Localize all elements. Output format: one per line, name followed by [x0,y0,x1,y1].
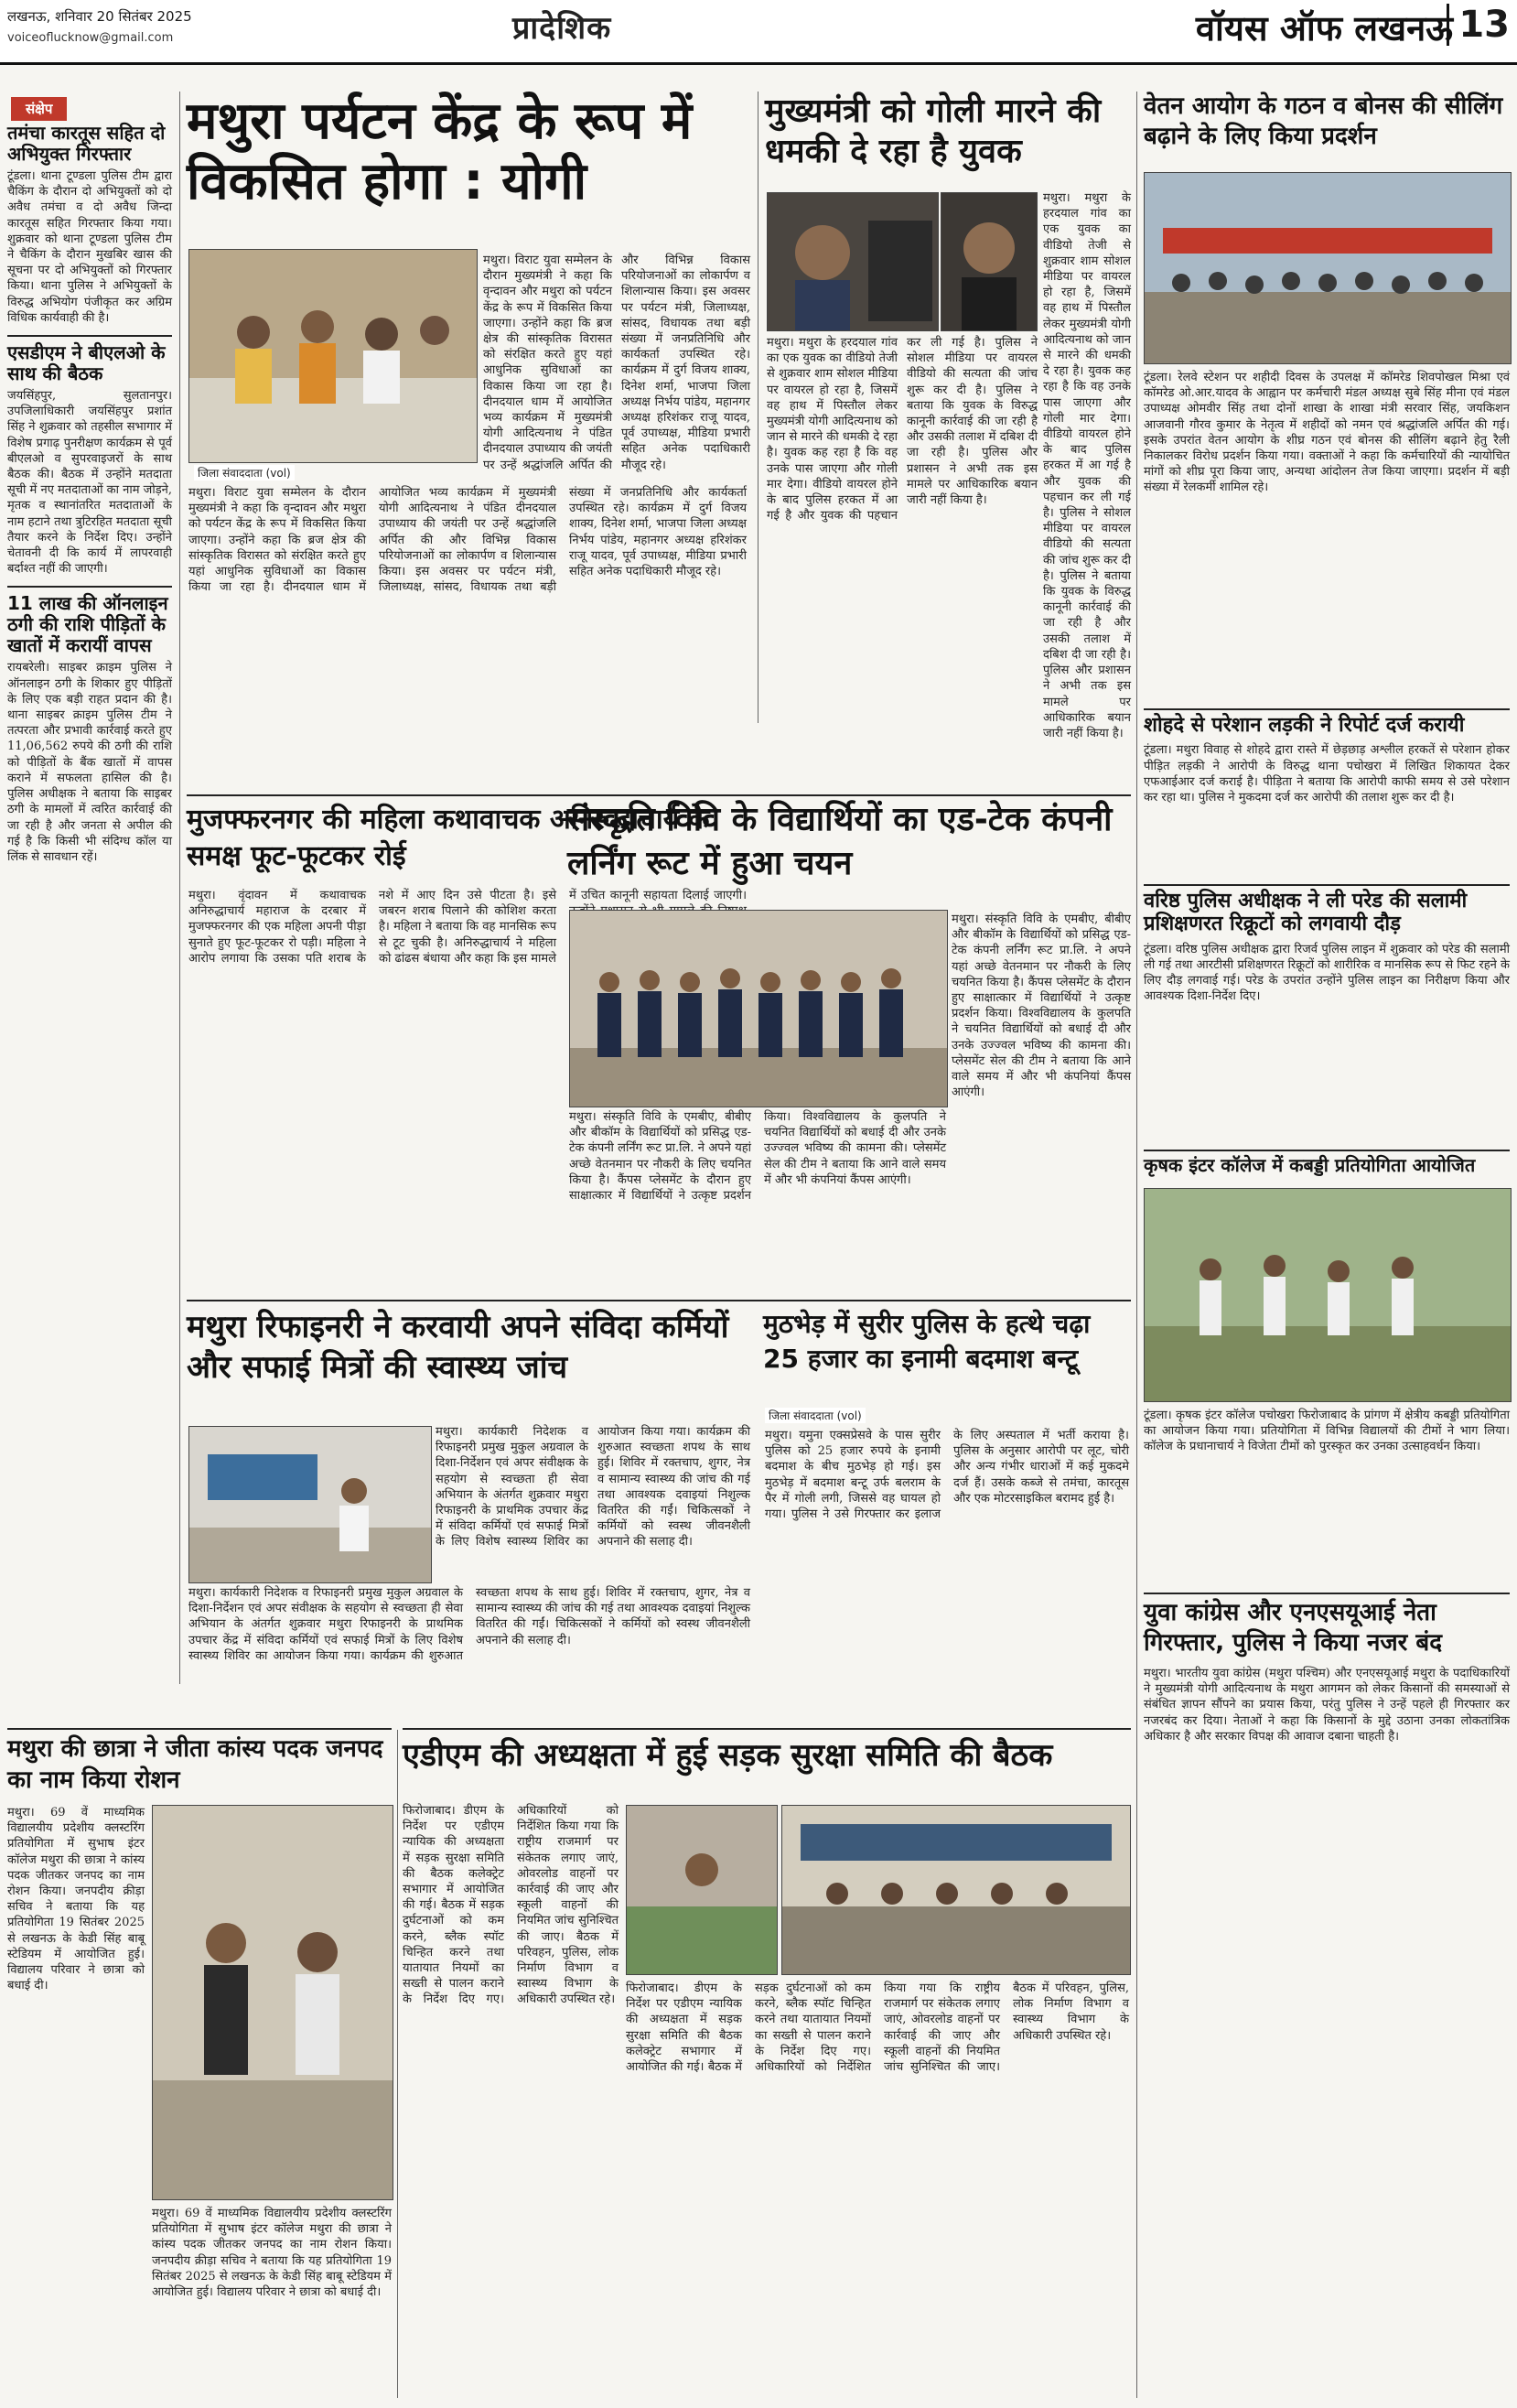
masthead-date: लखनऊ, शनिवार 20 सितंबर 2025 [7,8,192,25]
sports-photo-icon [1145,1189,1511,1401]
parade-headline: वरिष्ठ पुलिस अधीक्षक ने ली परेड की सलामी प्रशिक्षणरत रिक्रूटों को लगवायी दौड़ [1144,890,1468,936]
widow-headline: मुजफ्फरनगर की महिला कथावाचक अनिरुद्धाचार्य के समक्ष फूट-फूटकर रोई [187,804,710,872]
adm-headline: एडीएम की अध्यक्षता में हुई सड़क सुरक्षा समिति की बैठक [403,1737,1053,1774]
threat-photo-2 [941,192,1038,331]
lead-photo-caption: जिला संवाददाता (vol) [194,465,295,481]
section-title: प्रादेशिक [512,10,612,47]
encounter-story [763,1307,1129,1417]
kabaddi-body: टूंडला। कृषक इंटर कॉलेज पचोखरा फिरोजाबाद के प्रांगण में क्षेत्रीय कबड्डी प्रतियोगिता का आयोजन किया गया। प्रतियोगिता में विभिन्न विद्यालयों की टीमों ने भाग लिया। कॉलेज के प्रधानाचार्य ने विजेता टीमों को पुरस्कृत कर उनका उत्साहवर्धन किया। [1144,1409,1510,1454]
harass-headline: शोहदे से परेशान लड़की ने रिपोर्ट दर्ज करायी [1144,714,1465,737]
refinery-headline: मथुरा रिफाइनरी ने करवायी अपने संविदा कर्मियों और सफाई मित्रों की स्वास्थ्य जांच [187,1309,729,1386]
brief-2-headline: एसडीएम ने बीएलओ के साथ की बैठक [7,335,172,384]
placement-body-right: मथुरा। संस्कृति विवि के एमबीए, बीबीए और बीकॉम के विद्यार्थियों को प्रसिद्ध एड-टेक कंपनी लर्निंग रूट प्रा.लि. ने अपने यहां अच्छे वेतनमान पर नौकरी के लिए चयनित किया है। कैंपस प्लेसमेंट के दौरान हुए साक्षात्कार में विद्यार्थियों ने उत्कृष्ट प्रदर्शन किया। विश्वविद्यालय के कुलपति ने चयनित विद्यार्थियों को बधाई दी और उनके उज्ज्वल भविष्य की कामना की। प्लेसमेंट सेल की टीम ने बताया कि आने वाले समय में और भी कंपनियां कैंपस आएंगी। [952,912,1131,1100]
congress-headline: युवा कांग्रेस और एनएसयूआई नेता गिरफ्तार, पुलिस ने किया नजर बंद [1144,1599,1443,1657]
lead-story [187,92,754,247]
meeting-photo-icon [627,1806,777,1974]
brief-1-body: टूंडला। थाना टूण्डला पुलिस टीम द्वारा चैकिंग के दौरान दो अभियुक्तों को दो अवैध तमंचा व दो अवैध जिन्दा कारतूस सहित गिरफ्तार किया गया। शुक्रवार को थाना टूण्डला पुलिस टीम ने चैकिंग के दौरान मुखबिर खास की सूचना पर दो अभियुक्तों को गिरफ्तार किया। थाना पुलिस ने अभियुक्तों के विरुद्ध अभियोग पंजीकृत कर अग्रिम विधिक कार्यवाही की है। [7,169,172,325]
refinery-photo [188,1426,432,1583]
protest-headline: वेतन आयोग के गठन व बोनस की सीलिंग बढ़ाने के लिए किया प्रदर्शन [1144,92,1503,150]
threat-body-left: मथुरा। मथुरा के हरदयाल गांव का एक युवक का वीडियो तेजी से शुक्रवार शाम सोशल मीडिया पर वायरल हो रहा है, जिसमें वह हाथ में पिस्तौल लेकर मुख्यमंत्री योगी आदित्यनाथ को जान से मारने की धमकी दे रहा है। युवक कह रहा है कि वह उनके पास जाएगा और गोली मार देगा। वीडियो वायरल होने के बाद पुलिस हरकत में आ गई है और युवक की पहचान कर ली गई है। पुलिस ने सोशल मीडिया पर वायरल वीडियो की सत्यता की जांच शुरू कर दी है। पुलिस ने बताया कि युवक के विरुद्ध कानूनी कार्रवाई की जा रही है और उसकी तलाश में दबिश दी जा रही है। पुलिस और प्रशासन ने अभी तक इस मामले पर आधिकारिक बयान जारी नहीं किया है। [767,336,1038,524]
refinery-body-right: मथुरा। कार्यकारी निदेशक व रिफाइनरी प्रमुख मुकुल अग्रवाल के दिशा-निर्देशन एवं अपर संवीक्षक के सहयोग से स्वच्छता ही सेवा अभियान के अंतर्गत शुक्रवार मथुरा रिफाइनरी के प्राथमिक उपचार केंद्र में संविदा कर्मियों एवं सफाई मित्रों के लिए विशेष स्वास्थ्य शिविर का आयोजन किया गया। कार्यक्रम की शुरुआत स्वच्छता शपथ के साथ हुई। शिविर में रक्तचाप, शुगर, नेत्र व सामान्य स्वास्थ्य की जांच की गई तथा आवश्यक दवाइयां निशुल्क वितरित की गईं। चिकित्सकों ने कर्मियों को स्वस्थ जीवनशैली अपनाने की सलाह दी। [436,1425,750,1550]
congress-body: मथुरा। भारतीय युवा कांग्रेस (मथुरा पश्चिम) और एनएसयूआई मथुरा के पदाधिकारियों ने मुख्यमंत्री योगी आदित्यनाथ के मथुरा आगमन को लेकर किसानों की समस्याओं से संबंधित ज्ञापन सौंपने का प्रयास किया, परंतु पुलिस ने उन्हें पहले ही गिरफ्तार कर नजरबंद कर दिया। नेताओं ने कहा कि किसानों के मुद्दे उठाना उनका लोकतांत्रिक अधिकार है और सरकार विपक्ष की आवाज दबाना चाहती है। [1144,1667,1510,1744]
lead-photo [188,249,478,463]
brief-2-body: जयसिंहपुर, सुलतानपुर। उपजिलाधिकारी जयसिंहपुर प्रशांत सिंह ने शुक्रवार को तहसील सभागार में विशेष प्रगाढ़ पुनरीक्षण कार्यक्रम से पूर्व बीएलओ व सुपरवाइजरों के साथ बैठक की। बैठक में उन्होंने मतदाता सूची में नए मतदाताओं का नाम जोड़ने, मृतक व स्थानांतरित मतदाताओं के नाम हटाने तथा त्रुटिरहित मतदाता सूची तैयार करने के निर्देश दिए। उन्होंने चेतावनी दी कि कार्य में लापरवाही बर्दाश्त नहीं की जाएगी। [7,389,172,577]
student-headline: मथुरा की छात्रा ने जीता कांस्य पदक जनपद का नाम किया रोशन [7,1735,383,1794]
crowd-photo-icon [189,250,477,462]
lead-body-right: मथुरा। विराट युवा सम्मेलन के दौरान मुख्यमंत्री ने कहा कि वृन्दावन और मथुरा को पर्यटन केंद्र के रूप में विकसित किया जाएगा। उन्होंने कहा कि ब्रज क्षेत्र की सांस्कृतिक विरासत को संरक्षित करते हुए यहां आधुनिक सुविधाओं का विकास किया जा रहा है। दीनदयाल धाम में आयोजित भव्य कार्यक्रम में मुख्यमंत्री योगी आदित्यनाथ ने पंडित दीनदयाल उपाध्याय की जयंती पर उन्हें श्रद्धांजलि अर्पित की और विभिन्न विकास परियोजनाओं का लोकार्पण व शिलान्यास किया। इस अवसर पर पर्यटन मंत्री, जिलाध्यक्ष, सांसद, विधायक तथा बड़ी संख्या में जनप्रतिनिधि और कार्यकर्ता उपस्थित रहे। कार्यक्रम में दुर्ग विजय शाक्य, दिनेश शर्मा, भाजपा जिला अध्यक्ष निर्भय पांडेय, महानगर अध्यक्ष हरिशंकर राजू यादव, पूर्व उपाध्यक्ष, मीडिया प्रभारी सहित अनेक पदाधिकारी मौजूद रहे। [483,254,750,472]
adm-body-left: फिरोजाबाद। डीएम के निर्देश पर एडीएम न्यायिक की अध्यक्षता में सड़क सुरक्षा समिति की बैठक कलेक्ट्रेट सभागार में आयोजित की गई। बैठक में सड़क दुर्घटनाओं को कम करने, ब्लैक स्पॉट चिन्हित करने तथा यातायात नियमों का सख्ती से पालन कराने के निर्देश दिए गए। अधिकारियों को निर्देशित किया गया कि राष्ट्रीय राजमार्ग पर संकेतक लगाए जाएं, ओवरलोड वाहनों पर कार्रवाई की जाए और स्कूली वाहनों की नियमित जांच सुनिश्चित की जाए। बैठक में परिवहन, पुलिस, लोक निर्माण विभाग व स्वास्थ्य विभाग के अधिकारी उपस्थित रहे। [403,1804,619,2007]
student-photo [152,1805,393,2200]
brief-column [7,123,172,1496]
lead-headline: मथुरा पर्यटन केंद्र के रूप में विकसित होगा : योगी [187,92,693,211]
student-body-right: मथुरा। 69 वें माध्यमिक विद्यालयीय प्रदेशीय क्लस्टरिंग प्रतियोगिता में सुभाष इंटर कॉलेज मथुरा की छात्रा ने कांस्य पदक जीतकर जनपद का नाम रोशन किया। जनपदीय क्रीड़ा सचिव ने बताया कि यह प्रतियोगिता 19 सितंबर 2025 से लखनऊ के केडी सिंह बाबू स्टेडियम में आयोजित हुई। विद्यालय परिवार ने छात्रा को बधाई दी। [152,2207,392,2300]
brief-label: संक्षेप [11,97,67,121]
adm-story [403,1735,1131,1809]
protest-body: टूंडला। रेलवे स्टेशन पर शहीदी दिवस के उपलक्ष में कॉमरेड शिवपोखल मिश्रा एवं कॉमरेड ओ.आर.यादव के आह्वान पर कर्मचारी मंडल अध्यक्ष सुबे सिंह मीना एवं मंडल उपाध्यक्ष ओमवीर सिंह तथा दोनों शाखा के शाखा मंत्री सरवार सिंह, जयकिशन आजवानी गौरव कुमार के नेतृत्व में शहीदों को नमन एवं श्रद्धांजलि अर्पित की गई। इसके उपरांत वेतन आयोग के शीघ्र गठन एवं बोनस की सीलिंग बढ़ाने हेतु रैली निकालकर विरोध प्रदर्शन किया गया। वक्ताओं ने कहा कि कर्मचारियों की न्यायोचित मांगों को शीघ्र पूरा किया जाए, अन्यथा आंदोलन तेज किया जाएगा। प्रदर्शन में बड़ी संख्या में रेलकर्मी शामिल रहे। [1144,371,1510,495]
student-story [7,1733,392,1807]
congress-story [1144,1598,1510,2394]
harass-story [1144,714,1510,879]
suspect-face-icon [941,193,1037,330]
kabaddi-story [1144,1155,1510,1192]
suspect-photo-icon [768,193,938,330]
brief-1-headline: तमंचा कारतूस सहित दो अभियुक्त गिरफ्तार [7,122,166,165]
threat-photo [767,192,939,331]
adm-body: फिरोजाबाद। डीएम के निर्देश पर एडीएम न्यायिक की अध्यक्षता में सड़क सुरक्षा समिति की बैठक कलेक्ट्रेट सभागार में आयोजित की गई। बैठक में सड़क दुर्घटनाओं को कम करने, ब्लैक स्पॉट चिन्हित करने तथा यातायात नियमों का सख्ती से पालन कराने के निर्देश दिए गए। अधिकारियों को निर्देशित किया गया कि राष्ट्रीय राजमार्ग पर संकेतक लगाए जाएं, ओवरलोड वाहनों पर कार्रवाई की जाए और स्कूली वाहनों की नियमित जांच सुनिश्चित की जाए। बैठक में परिवहन, पुलिस, लोक निर्माण विभाग व स्वास्थ्य विभाग के अधिकारी उपस्थित रहे। [626,1981,1129,2075]
protest-photo [1144,172,1512,364]
masthead-website: voiceoflucknow@gmail.com [7,31,174,45]
threat-body-right: मथुरा। मथुरा के हरदयाल गांव का एक युवक का वीडियो तेजी से शुक्रवार शाम सोशल मीडिया पर वायरल हो रहा है, जिसमें वह हाथ में पिस्तौल लेकर मुख्यमंत्री योगी आदित्यनाथ को जान से मारने की धमकी दे रहा है। युवक कह रहा है कि वह उनके पास जाएगा और गोली मार देगा। वीडियो वायरल होने के बाद पुलिस हरकत में आ गई है और युवक की पहचान कर ली गई है। पुलिस ने सोशल मीडिया पर वायरल वीडियो की सत्यता की जांच शुरू कर दी है। पुलिस ने बताया कि युवक के विरुद्ध कानूनी कार्रवाई की जा रही है और उसकी तलाश में दबिश दी जा रही है। पुलिस और प्रशासन ने अभी तक इस मामले पर आधिकारिक बयान जारी नहीं किया है। [1043,191,1131,740]
placement-story [567,798,1131,908]
kabaddi-headline: कृषक इंटर कॉलेज में कबड्डी प्रतियोगिता आयोजित [1144,1154,1476,1176]
encounter-body: मथुरा। यमुना एक्सप्रेसवे के पास सुरीर पुलिस को 25 हजार रुपये के इनामी बदमाश के बीच मुठभेड़ हो गई। इस मुठभेड़ में बदमाश बन्टू उर्फ बलराम के पैर में गोली लगी, जिससे वह घायल हो गया। पुलिस ने उसे गिरफ्तार कर इलाज के लिए अस्पताल में भर्ती कराया है। पुलिस के अनुसार आरोपी पर लूट, चोरी और अन्य गंभीर धाराओं में कई मुकदमे दर्ज हैं। उसके कब्जे से तमंचा, कारतूस और एक मोटरसाइकिल बरामद हुई है। [765,1429,1129,1522]
refinery-body: मथुरा। कार्यकारी निदेशक व रिफाइनरी प्रमुख मुकुल अग्रवाल के दिशा-निर्देशन एवं अपर संवीक्षक के सहयोग से स्वच्छता ही सेवा अभियान के अंतर्गत शुक्रवार मथुरा रिफाइनरी के प्राथमिक उपचार केंद्र में संविदा कर्मियों एवं सफाई मित्रों के लिए विशेष स्वास्थ्य शिविर का आयोजन किया गया। कार्यक्रम की शुरुआत स्वच्छता शपथ के साथ हुई। शिविर में रक्तचाप, शुगर, नेत्र व सामान्य स्वास्थ्य की जांच की गई तथा आवश्यक दवाइयां निशुल्क वितरित की गईं। चिकित्सकों ने कर्मियों को स्वस्थ जीवनशैली अपनाने की सलाह दी। [188,1586,750,1663]
kabaddi-photo [1144,1188,1512,1402]
widow-body: मथुरा। वृंदावन में कथावाचक अनिरुद्धाचार्य महाराज के दरबार में मुजफ्फरनगर की एक महिला अपनी पीड़ा सुनाते हुए फूट-फूटकर रो पड़ी। महिला ने आरोप लगाया कि उसका पति शराब के नशे में आए दिन उसे पीटता है। इसे जबरन शराब पिलाने की कोशिश करता है। महिला ने बताया कि वह मानसिक रूप से टूट चुकी है। अनिरुद्धाचार्य ने महिला को ढांढस बंधाया और कहा कि इस मामले में उचित कानूनी सहायता दिलाई जाएगी। [188,889,747,966]
brief-3-body: रायबरेली। साइबर क्राइम पुलिस ने ऑनलाइन ठगी के शिकार हुए पीड़ितों के लिए एक बड़ी राहत प्रदान की है। थाना साइबर क्राइम पुलिस टीम ने तत्परता और प्रभावी कार्रवाई करते हुए 11,06,562 रुपये की ठगी की राशि को पीड़ितों के बैंक खातों में वापस कराने में सफलता हासिल की है। पुलिस अधीक्षक ने बताया कि साइबर ठगी के मामलों में त्वरित कार्रवाई की जा रही है और जनता से अपील की गई है कि किसी भी संदिग्ध कॉल या लिंक से सावधान रहें। [7,661,172,864]
adm-photo-1 [626,1805,778,1975]
placement-body: मथुरा। संस्कृति विवि के एमबीए, बीबीए और बीकॉम के विद्यार्थियों को प्रसिद्ध एड-टेक कंपनी लर्निंग रूट प्रा.लि. ने अपने यहां अच्छे वेतनमान पर नौकरी के लिए चयनित किया है। कैंपस प्लेसमेंट के दौरान हुए साक्षात्कार में विद्यार्थियों ने उत्कृष्ट प्रदर्शन किया। विश्वविद्यालय के कुलपति ने चयनित विद्यार्थियों को बधाई दी और उनके उज्ज्वल भविष्य की कामना की। प्लेसमेंट सेल की टीम ने बताया कि आने वाले समय में और भी कंपनियां कैंपस आएंगी। [569,1110,946,1204]
placement-headline: संस्कृति विवि के विद्यार्थियों का एड-टेक कंपनी लर्निंग रूट में हुआ चयन [567,801,1113,882]
medal-ceremony-photo-icon [153,1806,393,2199]
student-body-left: मथुरा। 69 वें माध्यमिक विद्यालयीय प्रदेशीय क्लस्टरिंग प्रतियोगिता में सुभाष इंटर कॉलेज मथुरा की छात्रा ने कांस्य पदक जीतकर जनपद का नाम रोशन किया। जनपदीय क्रीड़ा सचिव ने बताया कि यह प्रतियोगिता 19 सितंबर 2025 से लखनऊ के केडी सिंह बाबू स्टेडियम में आयोजित हुई। विद्यालय परिवार ने छात्रा को बधाई दी। [7,1806,145,1993]
parade-body: टूंडला। वरिष्ठ पुलिस अधीक्षक द्वारा रिजर्व पुलिस लाइन में शुक्रवार को परेड की सलामी ली गई तथा आरटीसी प्रशिक्षणरत रिक्रूटों को शारीरिक व मानसिक रूप से फिट रहने के लिए दौड़ लगवाई गई। परेड के उपरांत उन्होंने पुलिस लाइन का निरीक्षण किया और आवश्यक दिशा-निर्देश दिए। [1144,942,1510,1004]
rally-photo-icon [1145,173,1511,363]
harass-body: टूंडला। मथुरा विवाह से शोहदे द्वारा रास्ते में छेड़छाड़ अश्लील हरकतें से परेशान होकर पीड़ित लड़की ने आरोपी के विरुद्ध थाना पचोखरा में लिखित शिकायत देकर एफआईआर दर्ज कराई है। पीड़िता ने बताया कि आरोपी काफी समय से उसे परेशान कर रहा था। पुलिस ने मुकदमा दर्ज कर आरोपी की तलाश शुरू कर दी है। [1144,743,1510,804]
parade-story [1144,890,1510,1146]
brief-3-headline: 11 लाख की ऑनलाइन ठगी की राशि पीड़ितों के खातों में करायीं वापस [7,586,172,656]
newspaper-brand: वॉयस ऑफ लखनऊ [1195,8,1453,49]
health-camp-photo-icon [189,1427,431,1582]
adm-photo-2 [781,1805,1131,1975]
masthead [0,0,1517,65]
refinery-story [187,1307,754,1426]
page-number: 13 [1447,4,1510,46]
threat-story [765,92,1131,201]
threat-headline: मुख्यमंत्री को गोली मारने की धमकी दे रहा है युवक [765,92,1102,170]
encounter-photo-caption: जिला संवाददाता (vol) [765,1408,866,1423]
placement-photo [569,910,948,1107]
conference-photo-icon [782,1806,1130,1974]
group-photo-icon [570,911,947,1107]
lead-body: मथुरा। विराट युवा सम्मेलन के दौरान मुख्यमंत्री ने कहा कि वृन्दावन और मथुरा को पर्यटन केंद्र के रूप में विकसित किया जाएगा। उन्होंने कहा कि ब्रज क्षेत्र की सांस्कृतिक विरासत को संरक्षित करते हुए यहां आधुनिक सुविधाओं का विकास किया जा रहा है। दीनदयाल धाम में आयोजित भव्य कार्यक्रम में मुख्यमंत्री योगी आदित्यनाथ ने पंडित दीनदयाल उपाध्याय की जयंती पर उन्हें श्रद्धांजलि अर्पित की और विभिन्न विकास परियोजनाओं का लोकार्पण व शिलान्यास किया। इस अवसर पर पर्यटन मंत्री, जिलाध्यक्ष, सांसद, विधायक तथा बड़ी संख्या में जनप्रतिनिधि और कार्यकर्ता उपस्थित रहे। कार्यक्रम में दुर्ग विजय शाक्य, दिनेश शर्मा, भाजपा जिला अध्यक्ष निर्भय पांडेय, महानगर अध्यक्ष हरिशंकर राजू यादव, पूर्व उपाध्यक्ष, मीडिया प्रभारी सहित अनेक पदाधिकारी मौजूद रहे। [188,486,747,595]
encounter-headline: मुठभेड़ में सुरीर पुलिस के हत्थे चढ़ा 25 हजार का इनामी बदमाश बन्टू [763,1309,1091,1374]
